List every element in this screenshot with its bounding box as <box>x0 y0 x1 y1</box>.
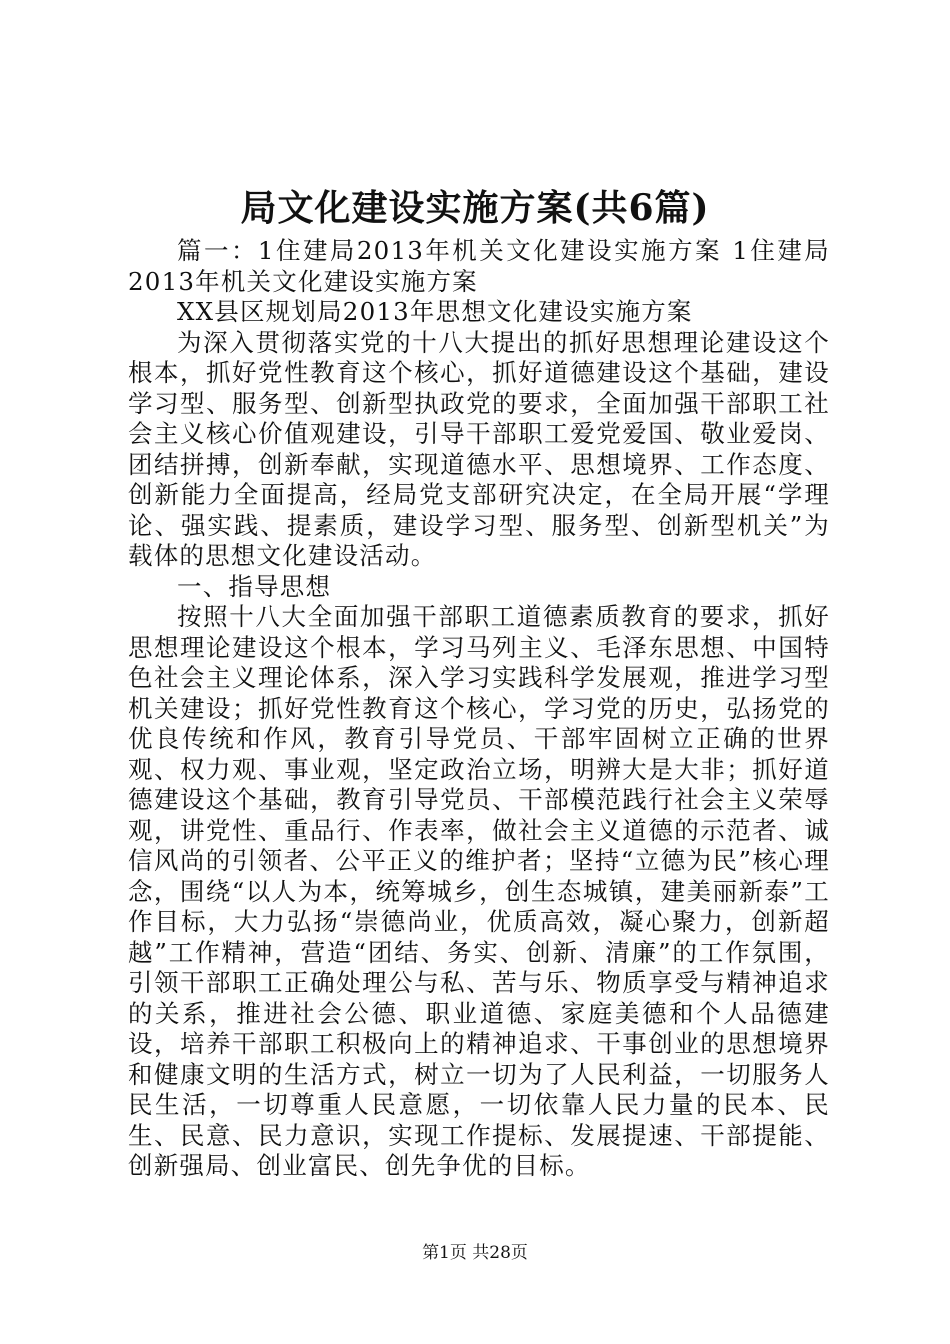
paragraph-heading-part-one: 篇一：1住建局2013年机关文化建设实施方案 1住建局2013年机关文化建设实施方案 <box>128 236 830 296</box>
section-heading-guiding-ideology: 一、指导思想 <box>177 571 332 601</box>
page-footer: 第1页 共28页 <box>422 1243 528 1263</box>
document-title: 局文化建设实施方案(共6篇) <box>240 187 710 229</box>
paragraph-plan-name: XX县区规划局2013年思想文化建设实施方案 <box>177 297 693 326</box>
paragraph-guiding-ideology: 按照十八大全面加强干部职工道德素质教育的要求，抓好思想理论建设这个根本，学习马列主义、毛泽东思想、中国特色社会主义理论体系，深入学习实践科学发展观，推进学习型机关建设；抓好党性教育这个核心，学习党的历史，弘扬党的优良传统和作风，教育引导党员、干部牢固树立正确的世界观、权力观、事业观，坚定政治立场，明辨大是大非；抓好道德建设这个基础，教育引导党员、干部模范践行社会主义荣辱观，讲党性、重品行、作表率，做社会主义道德的示范者、诚信风尚的引领者、公平正义的维护者；坚持“立德为民”核心理念，围绕“以人为本，统筹城乡，创生态城镇，建美丽新泰”工作目标，大力弘扬“崇德尚业，优质高效，凝心聚力，创新超越”工作精神，营造“团结、务实、创新、清廉”的工作氛围，引领干部职工正确处理公与私、苦与乐、物质享受与精神追求的关系，推进社会公德、职业道德、家庭美德和个人品德建设，培养干部职工积极向上的精神追求、干事创业的思想境界和健康文明的生活方式，树立一切为了人民利益，一切服务人民生活，一切尊重人民意愿，一切依靠人民力量的民本、民生、民意、民力意识，实现工作提标、发展提速、干部提能、创新强局、创业富民、创先争优的目标。 <box>128 602 830 1180</box>
paragraph-introduction: 为深入贯彻落实党的十八大提出的抓好思想理论建设这个根本，抓好党性教育这个核心，抓好道德建设这个基础，建设学习型、服务型、创新型执政党的要求，全面加强干部职工社会主义核心价值观建设，引导干部职工爱党爱国、敬业爱岗、团结拼搏，创新奉献，实现道德水平、思想境界、工作态度、创新能力全面提高，经局党支部研究决定，在全局开展“学理论、强实践、提素质，建设学习型、服务型、创新型机关”为载体的思想文化建设活动。 <box>128 327 830 570</box>
document-body <box>128 236 830 1182</box>
